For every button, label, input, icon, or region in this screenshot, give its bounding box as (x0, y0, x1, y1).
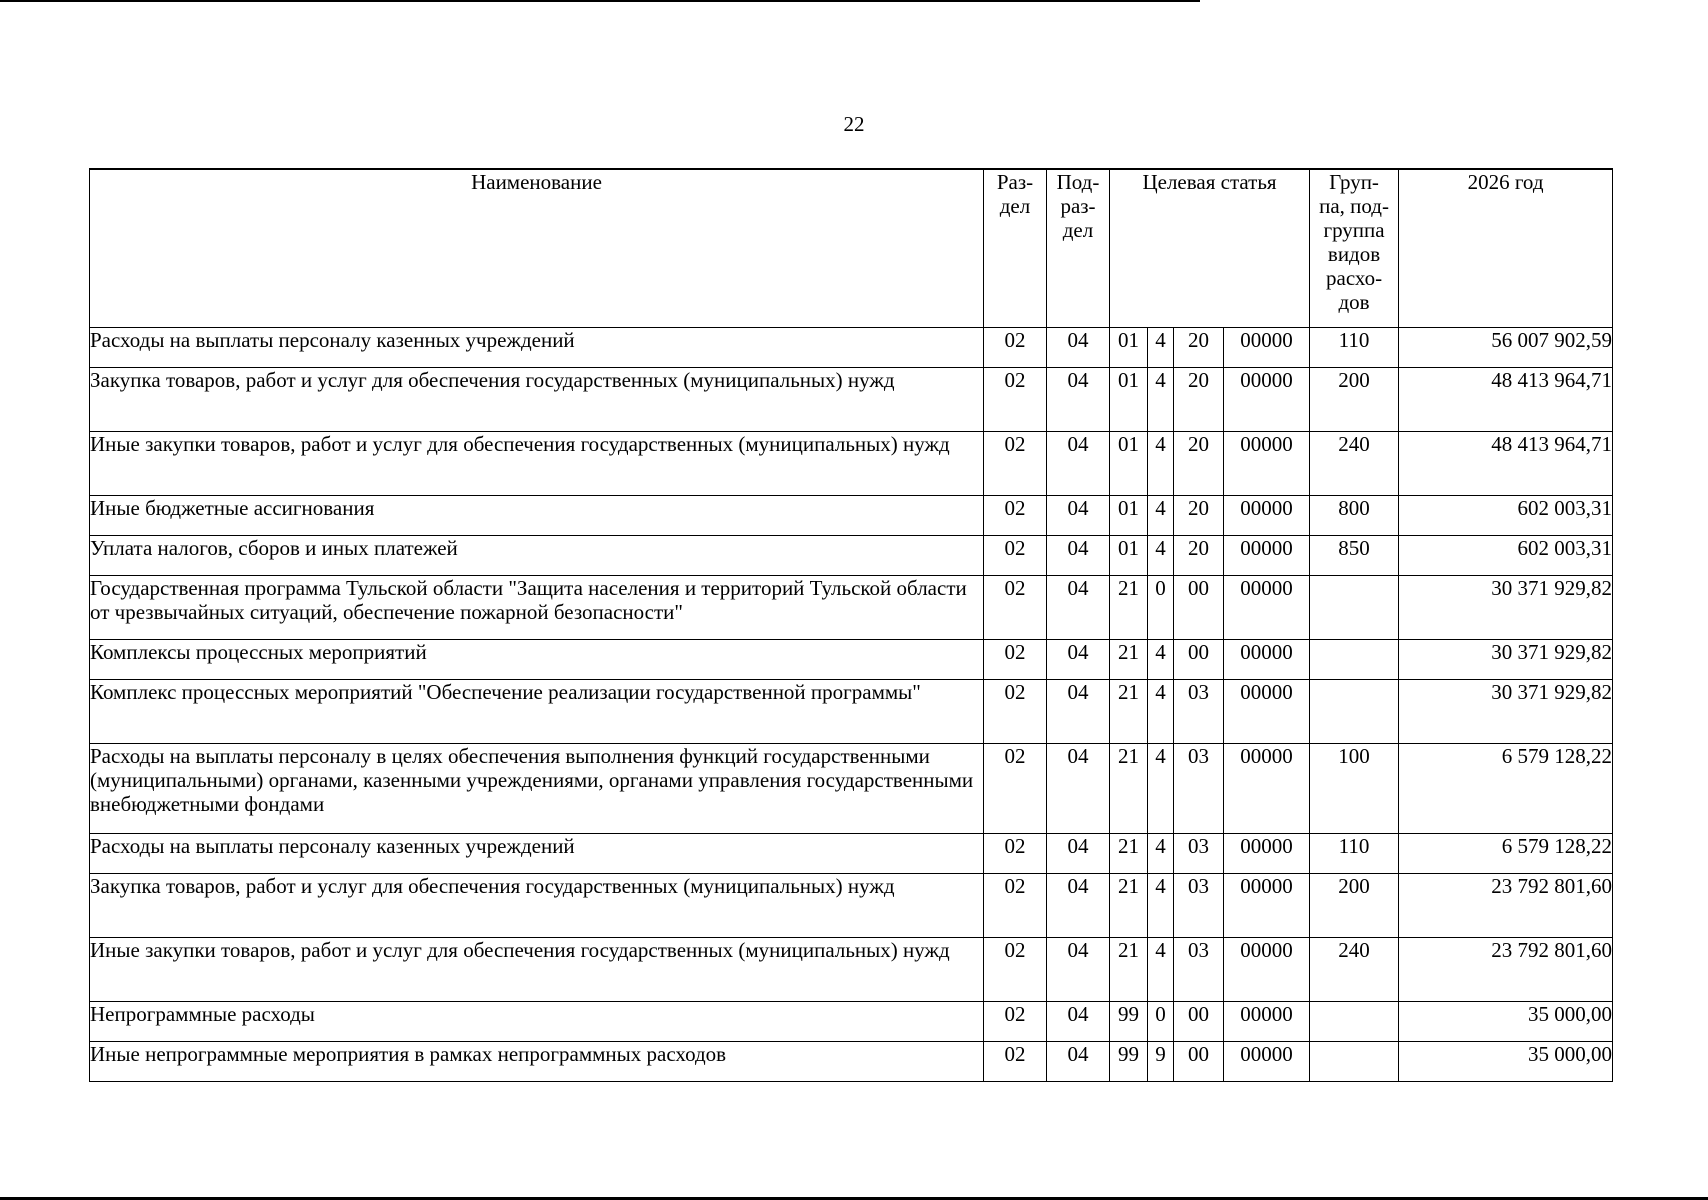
header-subsection: Под- раз- дел (1047, 169, 1110, 327)
row-target-program: 99 (1110, 1001, 1148, 1041)
row-target-type: 4 (1148, 535, 1174, 575)
row-expense-group: 110 (1310, 327, 1399, 367)
row-name: Расходы на выплаты персоналу казенных учреждений (90, 327, 984, 367)
row-target-element: 03 (1174, 873, 1224, 937)
row-target-type: 4 (1148, 495, 1174, 535)
row-target-program: 21 (1110, 679, 1148, 743)
row-expense-group: 240 (1310, 937, 1399, 1001)
row-expense-group: 200 (1310, 367, 1399, 431)
row-target-program: 21 (1110, 833, 1148, 873)
row-expense-group: 200 (1310, 873, 1399, 937)
row-subsection: 04 (1047, 495, 1110, 535)
row-section: 02 (984, 937, 1047, 1001)
row-sum: 30 371 929,82 (1399, 679, 1613, 743)
row-target-direction: 00000 (1224, 575, 1310, 639)
table-row (90, 639, 1613, 679)
table-header-row (90, 169, 1613, 327)
table-row (90, 743, 1613, 833)
row-target-type: 0 (1148, 575, 1174, 639)
row-name: Закупка товаров, работ и услуг для обеспечения государственных (муниципальных) нужд (90, 367, 984, 431)
row-section: 02 (984, 495, 1047, 535)
row-name: Иные бюджетные ассигнования (90, 495, 984, 535)
table-row (90, 679, 1613, 743)
row-target-direction: 00000 (1224, 327, 1310, 367)
row-expense-group: 100 (1310, 743, 1399, 833)
row-expense-group: 110 (1310, 833, 1399, 873)
row-target-type: 9 (1148, 1041, 1174, 1081)
table-row (90, 833, 1613, 873)
row-target-element: 00 (1174, 1001, 1224, 1041)
header-name: Наименование (90, 169, 984, 327)
table-row (90, 937, 1613, 1001)
row-section: 02 (984, 1041, 1047, 1081)
row-sum: 35 000,00 (1399, 1041, 1613, 1081)
row-target-program: 21 (1110, 743, 1148, 833)
row-target-type: 4 (1148, 367, 1174, 431)
row-subsection: 04 (1047, 1041, 1110, 1081)
row-sum: 30 371 929,82 (1399, 639, 1613, 679)
row-expense-group: 800 (1310, 495, 1399, 535)
row-section: 02 (984, 679, 1047, 743)
row-target-element: 03 (1174, 833, 1224, 873)
scan-edge-top (0, 0, 1200, 2)
row-target-type: 4 (1148, 937, 1174, 1001)
row-subsection: 04 (1047, 639, 1110, 679)
row-target-type: 0 (1148, 1001, 1174, 1041)
row-target-direction: 00000 (1224, 679, 1310, 743)
row-section: 02 (984, 575, 1047, 639)
row-subsection: 04 (1047, 535, 1110, 575)
row-subsection: 04 (1047, 873, 1110, 937)
row-section: 02 (984, 743, 1047, 833)
row-name: Иные закупки товаров, работ и услуг для обеспечения государственных (муниципальных) нужд (90, 937, 984, 1001)
row-name: Расходы на выплаты персоналу казенных учреждений (90, 833, 984, 873)
row-sum: 602 003,31 (1399, 535, 1613, 575)
row-sum: 35 000,00 (1399, 1001, 1613, 1041)
row-target-program: 99 (1110, 1041, 1148, 1081)
header-expense-group: Груп- па, под- группа видов расхо- дов (1310, 169, 1399, 327)
row-target-program: 21 (1110, 639, 1148, 679)
row-target-program: 01 (1110, 535, 1148, 575)
row-name: Иные непрограммные мероприятия в рамках непрограммных расходов (90, 1041, 984, 1081)
row-target-type: 4 (1148, 431, 1174, 495)
row-expense-group (1310, 679, 1399, 743)
table-row (90, 495, 1613, 535)
row-target-element: 00 (1174, 575, 1224, 639)
row-target-direction: 00000 (1224, 833, 1310, 873)
row-expense-group (1310, 1001, 1399, 1041)
row-sum: 48 413 964,71 (1399, 367, 1613, 431)
row-target-direction: 00000 (1224, 1041, 1310, 1081)
table-row (90, 431, 1613, 495)
row-name: Государственная программа Тульской области "Защита населения и территорий Тульской области от чрезвычайных ситуаций, обеспечение пожарной безопасности" (90, 575, 984, 639)
row-expense-group (1310, 1041, 1399, 1081)
row-section: 02 (984, 327, 1047, 367)
row-target-direction: 00000 (1224, 431, 1310, 495)
row-name: Непрограммные расходы (90, 1001, 984, 1041)
row-target-element: 20 (1174, 431, 1224, 495)
row-expense-group (1310, 575, 1399, 639)
row-target-element: 03 (1174, 937, 1224, 1001)
row-target-element: 00 (1174, 1041, 1224, 1081)
row-target-direction: 00000 (1224, 1001, 1310, 1041)
row-section: 02 (984, 535, 1047, 575)
row-section: 02 (984, 873, 1047, 937)
row-target-direction: 00000 (1224, 937, 1310, 1001)
row-sum: 602 003,31 (1399, 495, 1613, 535)
header-section: Раз- дел (984, 169, 1047, 327)
row-target-type: 4 (1148, 327, 1174, 367)
row-expense-group: 850 (1310, 535, 1399, 575)
row-sum: 6 579 128,22 (1399, 833, 1613, 873)
table-row (90, 367, 1613, 431)
table-row (90, 327, 1613, 367)
row-target-direction: 00000 (1224, 743, 1310, 833)
row-subsection: 04 (1047, 431, 1110, 495)
row-target-element: 00 (1174, 639, 1224, 679)
row-name: Комплексы процессных мероприятий (90, 639, 984, 679)
row-target-program: 21 (1110, 937, 1148, 1001)
row-subsection: 04 (1047, 367, 1110, 431)
table-row (90, 535, 1613, 575)
row-target-direction: 00000 (1224, 873, 1310, 937)
row-target-type: 4 (1148, 743, 1174, 833)
row-target-program: 01 (1110, 495, 1148, 535)
row-sum: 56 007 902,59 (1399, 327, 1613, 367)
budget-table (89, 168, 1613, 1082)
row-target-direction: 00000 (1224, 367, 1310, 431)
row-sum: 23 792 801,60 (1399, 937, 1613, 1001)
header-year-2026: 2026 год (1399, 169, 1613, 327)
row-target-program: 21 (1110, 873, 1148, 937)
row-expense-group: 240 (1310, 431, 1399, 495)
row-target-type: 4 (1148, 873, 1174, 937)
row-target-type: 4 (1148, 639, 1174, 679)
row-subsection: 04 (1047, 743, 1110, 833)
row-name: Уплата налогов, сборов и иных платежей (90, 535, 984, 575)
row-target-program: 01 (1110, 367, 1148, 431)
row-subsection: 04 (1047, 575, 1110, 639)
row-sum: 48 413 964,71 (1399, 431, 1613, 495)
row-subsection: 04 (1047, 1001, 1110, 1041)
row-section: 02 (984, 367, 1047, 431)
row-target-element: 20 (1174, 327, 1224, 367)
row-target-program: 21 (1110, 575, 1148, 639)
row-sum: 30 371 929,82 (1399, 575, 1613, 639)
row-target-element: 20 (1174, 535, 1224, 575)
row-target-type: 4 (1148, 679, 1174, 743)
row-target-direction: 00000 (1224, 639, 1310, 679)
row-target-element: 03 (1174, 679, 1224, 743)
row-subsection: 04 (1047, 679, 1110, 743)
row-sum: 6 579 128,22 (1399, 743, 1613, 833)
row-subsection: 04 (1047, 937, 1110, 1001)
row-target-program: 01 (1110, 431, 1148, 495)
row-section: 02 (984, 431, 1047, 495)
row-target-program: 01 (1110, 327, 1148, 367)
row-sum: 23 792 801,60 (1399, 873, 1613, 937)
table-row (90, 1001, 1613, 1041)
row-name: Комплекс процессных мероприятий "Обеспечение реализации государственной программы" (90, 679, 984, 743)
row-target-type: 4 (1148, 833, 1174, 873)
row-expense-group (1310, 639, 1399, 679)
table-row (90, 1041, 1613, 1081)
row-name: Иные закупки товаров, работ и услуг для обеспечения государственных (муниципальных) нужд (90, 431, 984, 495)
row-section: 02 (984, 833, 1047, 873)
table-row (90, 575, 1613, 639)
row-target-element: 03 (1174, 743, 1224, 833)
row-subsection: 04 (1047, 327, 1110, 367)
row-name: Закупка товаров, работ и услуг для обеспечения государственных (муниципальных) нужд (90, 873, 984, 937)
row-target-element: 20 (1174, 367, 1224, 431)
row-subsection: 04 (1047, 833, 1110, 873)
row-target-direction: 00000 (1224, 495, 1310, 535)
page-number: 22 (843, 112, 865, 136)
row-section: 02 (984, 639, 1047, 679)
table-row (90, 873, 1613, 937)
row-target-direction: 00000 (1224, 535, 1310, 575)
row-name: Расходы на выплаты персоналу в целях обеспечения выполнения функций государственными (муниципальными) органами, казенными учреждениями, органами управления государственными внебюджетными фондами (90, 743, 984, 833)
header-target-article: Целевая статья (1110, 169, 1310, 327)
row-target-element: 20 (1174, 495, 1224, 535)
row-section: 02 (984, 1001, 1047, 1041)
